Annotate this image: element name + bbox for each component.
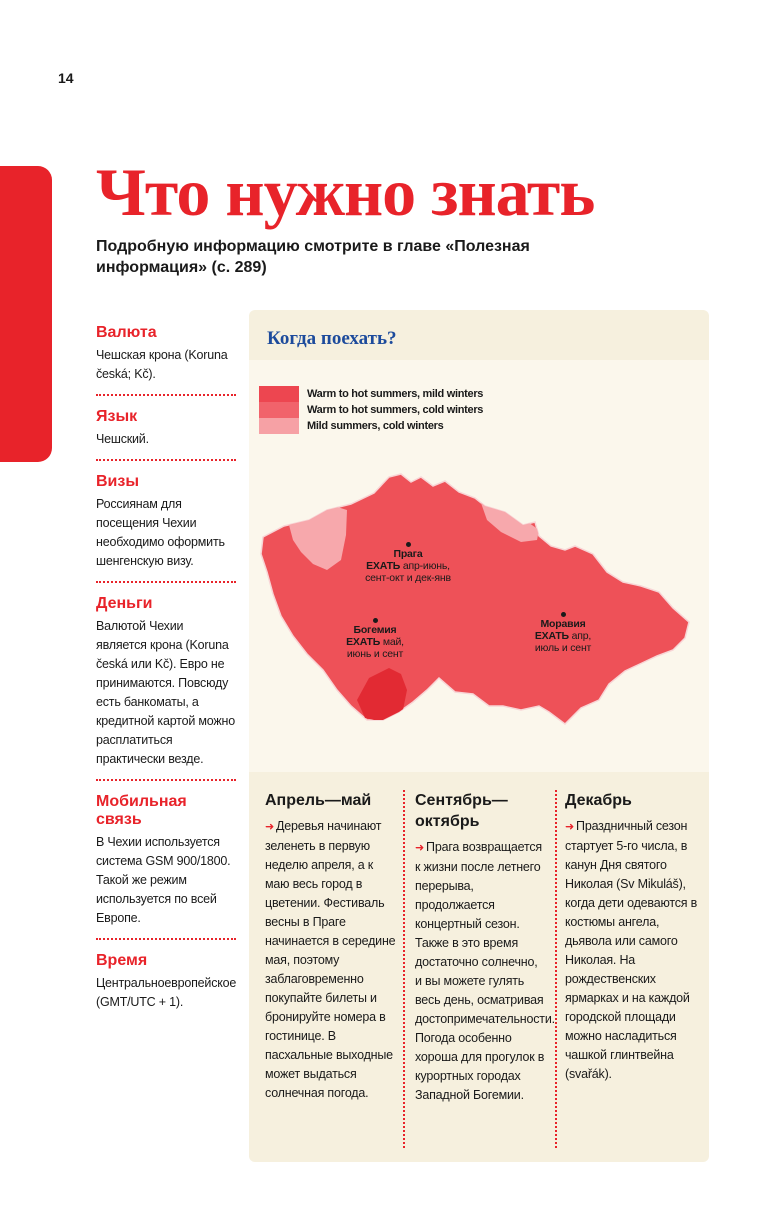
- page-subtitle: Подробную информацию смотрите в главе «Полезная информация» (с. 289): [96, 238, 530, 276]
- city-when-first: апр-июнь,: [402, 560, 450, 572]
- legend-label: Warm to hot summers, cold winters: [307, 404, 484, 416]
- sidebar-title: Деньги: [96, 595, 153, 612]
- season-text: [415, 838, 555, 1105]
- city-name: Прага: [393, 548, 423, 560]
- sidebar-section-visas: [96, 473, 236, 581]
- city-label-bohemia: [327, 618, 423, 660]
- legend-label: Warm to hot summers, mild winters: [307, 388, 484, 400]
- sidebar-title: Визы: [96, 473, 140, 490]
- climate-map: [249, 360, 709, 772]
- city-name: Моравия: [540, 618, 586, 630]
- city-label-moravia: [515, 612, 611, 654]
- divider: [96, 938, 236, 940]
- city-name: Богемия: [353, 624, 397, 636]
- go-label: ЕХАТЬ: [346, 636, 381, 648]
- season-text-body: Праздничный сезон стартует 5-го числа, в канун Дня святого Николая (Sv Mikuláš), когда дети одеваются в костюмы ангела, дьявола или самого Николая. На рождественских ярмарках и на каждой городской площади можно насладиться чашкой глинтвейна (svařák).: [565, 819, 698, 1081]
- sidebar-section-time: [96, 952, 236, 1022]
- city-when-rest: июнь и сент: [346, 648, 404, 660]
- sidebar-section-money: [96, 595, 236, 779]
- season-april-may: [265, 790, 399, 1103]
- sidebar-text: Валютой Чехии является крона (Koruna česká или Kč). Евро не принимаются. Повсюду есть банкоматы, а кредитной картой можно расплатиться практически везде.: [96, 619, 235, 766]
- sidebar-text: Чешский.: [96, 432, 149, 446]
- season-text-body: Прага возвращается к жизни после летнего перерыва, продолжается концертный сезон. Также в это время достаточно солнечно, и вы можете гулять весь день, осматривая достопримечательности. Погода особенно хороша для прогулок в курортных городах Западной Богемии.: [415, 840, 555, 1102]
- arrow-right-icon: ➜: [265, 821, 275, 833]
- season-december: [565, 790, 699, 1084]
- sidebar-title: Мобильная связь: [96, 793, 187, 828]
- column-divider: [403, 790, 405, 1148]
- divider: [96, 779, 236, 781]
- go-label: ЕХАТЬ: [534, 630, 569, 642]
- go-label: ЕХАТЬ: [366, 560, 401, 572]
- page-number: 14: [58, 70, 74, 86]
- sidebar-text: Центральноевропейское (GMT/UTC + 1).: [96, 976, 237, 1009]
- sidebar-section-language: [96, 408, 236, 459]
- season-title: Декабрь: [565, 792, 632, 809]
- sidebar-text: Россиянам для посещения Чехии необходимо оформить шенгенскую визу.: [96, 497, 225, 568]
- sidebar-section-currency: [96, 324, 236, 394]
- season-title: Апрель—май: [265, 792, 372, 809]
- season-text: [565, 817, 699, 1084]
- sidebar-section-mobile: [96, 793, 236, 938]
- arrow-right-icon: ➜: [415, 842, 425, 854]
- arrow-right-icon: ➜: [565, 821, 575, 833]
- sidebar-text: В Чехии используется система GSM 900/1800. Такой же режим используется по всей Европе.: [96, 835, 231, 925]
- city-when-rest: июль и сент: [534, 642, 592, 654]
- sidebar-title: Язык: [96, 408, 138, 425]
- legend-swatch: [259, 386, 299, 402]
- season-text-body: Деревья начинают зеленеть в первую неделю апреля, а к маю весь город в цветении. Фестиваль весны в Праге начинается в середине мая, поэтому заблаговременно покупайте билеты и бронируйте номера в гостинице. В пасхальные выходные может выдаться солнечная погода.: [265, 819, 396, 1100]
- city-when-first: май,: [382, 636, 404, 648]
- page-title: Что нужно знать: [96, 154, 595, 230]
- column-divider: [555, 790, 557, 1148]
- divider: [96, 459, 236, 461]
- city-dot-icon: [406, 542, 411, 547]
- sidebar-title: Время: [96, 952, 148, 969]
- map-legend: [259, 386, 483, 434]
- city-dot-icon: [561, 612, 566, 617]
- sidebar-title: Валюта: [96, 324, 157, 341]
- info-sidebar: [96, 324, 236, 1022]
- sidebar-text: Чешская крона (Koruna česká; Kč).: [96, 348, 228, 381]
- legend-label: Mild summers, cold winters: [307, 420, 444, 432]
- city-label-prague: [355, 542, 461, 584]
- city-dot-icon: [373, 618, 378, 623]
- season-title: Сентябрь—октябрь: [415, 792, 508, 830]
- season-sept-oct: [415, 790, 555, 1105]
- legend-swatch: [259, 402, 299, 418]
- divider: [96, 581, 236, 583]
- legend-item: [259, 402, 483, 418]
- panel-title: Когда поехать?: [267, 328, 397, 349]
- divider: [96, 394, 236, 396]
- legend-item: [259, 418, 483, 434]
- when-to-go-panel: [249, 310, 709, 1162]
- season-text: [265, 817, 399, 1103]
- legend-swatch: [259, 418, 299, 434]
- city-when-first: апр,: [571, 630, 592, 642]
- chapter-tab: [0, 166, 52, 462]
- legend-item: [259, 386, 483, 402]
- city-when-rest: сент-окт и дек-янв: [365, 572, 451, 584]
